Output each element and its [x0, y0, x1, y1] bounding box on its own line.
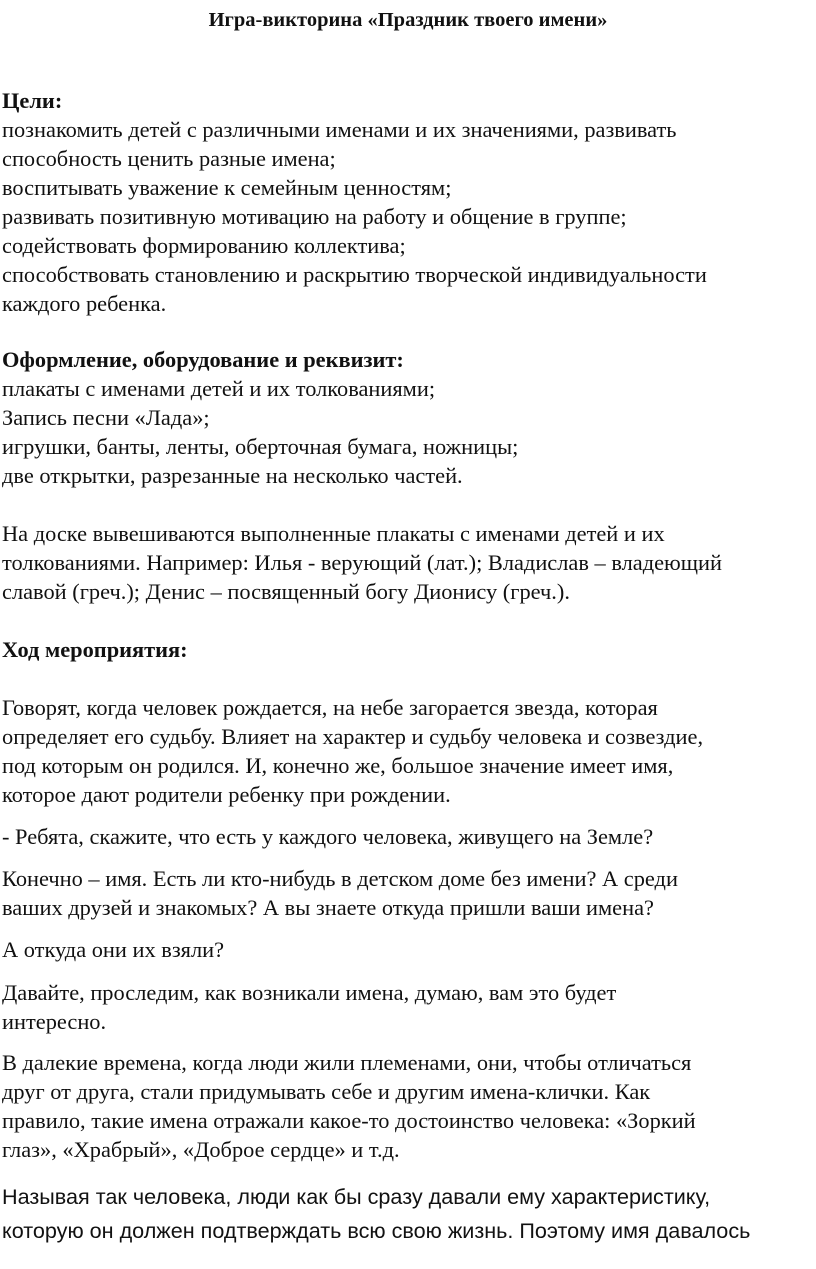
equipment-section — [2, 345, 814, 490]
board-paragraph — [2, 519, 814, 606]
goals-line: способствовать становлению и раскрытию творческой индивидуальности — [2, 262, 707, 287]
goals-line: содействовать формированию коллектива; — [2, 233, 406, 258]
goals-section — [2, 86, 814, 318]
paragraph-line: В далекие времена, когда люди жили племенами, они, чтобы отличаться — [2, 1050, 692, 1075]
paragraph-line: - Ребята, скажите, что есть у каждого человека, живущего на Земле? — [2, 824, 654, 849]
equipment-line: плакаты с именами детей и их толкованиями; — [2, 376, 436, 401]
paragraph-line: определяет его судьбу. Влияет на характер и судьбу человека и созвездие, — [2, 724, 704, 749]
paragraph — [2, 978, 814, 1036]
paragraph-line: ваших друзей и знакомых? А вы знаете откуда пришли ваши имена? — [2, 895, 654, 920]
paragraph-line: интересно. — [2, 1009, 107, 1034]
paragraph — [2, 822, 814, 851]
goals-line: развивать позитивную мотивацию на работу и общение в группе; — [2, 204, 627, 229]
paragraph-line: Говорят, когда человек рождается, на небе загорается звезда, которая — [2, 695, 658, 720]
paragraph-line: Давайте, проследим, как возникали имена, думаю, вам это будет — [2, 980, 617, 1005]
paragraph-line: которое дают родители ребенку при рождении. — [2, 782, 451, 807]
paragraph-line: Конечно – имя. Есть ли кто-нибудь в детском доме без имени? А среди — [2, 866, 678, 891]
board-line: На доске вывешиваются выполненные плакаты с именами детей и их — [2, 521, 665, 546]
paragraph — [2, 864, 814, 922]
paragraph-line: глаз», «Храбрый», «Доброе сердце» и т.д. — [2, 1137, 400, 1162]
goals-line: каждого ребенка. — [2, 291, 167, 316]
goals-heading: Цели: — [2, 88, 63, 113]
board-line: славой (греч.); Денис – посвященный богу Дионису (греч.). — [2, 579, 570, 604]
equipment-line: две открытки, разрезанные на несколько частей. — [2, 463, 463, 488]
document-title: Игра-викторина «Праздник твоего имени» — [208, 9, 608, 31]
paragraph — [2, 1048, 814, 1164]
equipment-line: игрушки, банты, ленты, оберточная бумага, ножницы; — [2, 434, 519, 459]
goals-line: способность ценить разные имена; — [2, 146, 336, 171]
paragraph-line: правило, такие имена отражали какое-то достоинство человека: «Зоркий — [2, 1108, 696, 1133]
paragraph-line: друг от друга, стали придумывать себе и другим имена-клички. Как — [2, 1079, 651, 1104]
event-section — [2, 635, 814, 664]
paragraph-line: под которым он родился. И, конечно же, большое значение имеет имя, — [2, 753, 674, 778]
paragraph-line: Называя так человека, люди как бы сразу давали ему характеристику, — [2, 1184, 711, 1209]
equipment-line: Запись песни «Лада»; — [2, 405, 210, 430]
event-heading: Ход мероприятия: — [2, 637, 188, 662]
paragraph — [2, 693, 814, 809]
paragraph-line: которую он должен подтверждать всю свою жизнь. Поэтому имя давалось — [2, 1218, 751, 1243]
paragraph — [2, 1180, 814, 1248]
goals-line: воспитывать уважение к семейным ценностям; — [2, 175, 452, 200]
goals-line: познакомить детей с различными именами и их значениями, развивать — [2, 117, 677, 142]
paragraph-line: А откуда они их взяли? — [2, 937, 225, 962]
paragraph — [2, 935, 814, 964]
equipment-heading: Оформление, оборудование и реквизит: — [2, 347, 404, 372]
board-line: толкованиями. Например: Илья - верующий (лат.); Владислав – владеющий — [2, 550, 722, 575]
